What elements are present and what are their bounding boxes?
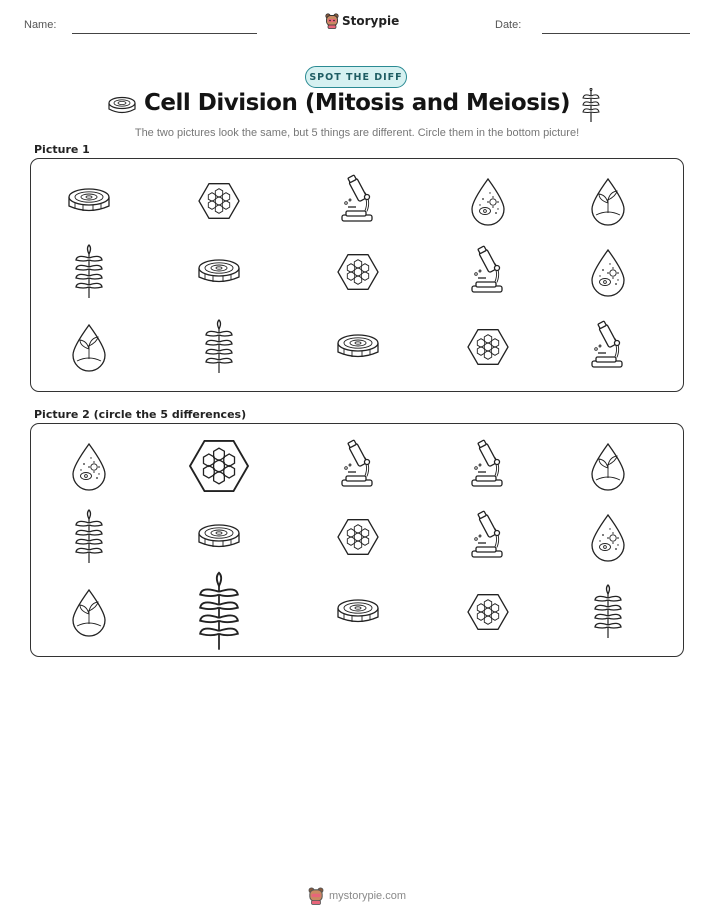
picture-1-fern-icon: [76, 245, 102, 298]
picture-1-wood-slice-icon: [69, 189, 109, 211]
picture-2-label: Picture 2 (circle the 5 differences): [34, 408, 247, 421]
activity-badge: SPOT THE DIFF: [305, 66, 407, 88]
brand-logo: [325, 13, 399, 29]
picture-2-panel[interactable]: [30, 423, 684, 657]
picture-1-wood-slice-icon: [199, 260, 239, 282]
picture-1-wood-slice-icon: [338, 335, 378, 357]
picture-2-fern-icon[interactable]: [76, 510, 102, 563]
picture-2-sprout-drop-icon[interactable]: [592, 444, 624, 490]
picture-1-sprout-drop-icon: [592, 179, 624, 225]
picture-2-microscope-icon[interactable]: [342, 440, 372, 486]
picture-2-honeycomb-icon[interactable]: [338, 520, 378, 555]
picture-1-microscope-icon: [342, 175, 372, 221]
picture-1-label: Picture 1: [34, 143, 90, 156]
picture-1-panel: [30, 158, 684, 392]
bear-mascot-icon: [308, 887, 324, 905]
page-title: Cell Division (Mitosis and Meiosis): [143, 90, 571, 116]
picture-1-honeycomb-icon: [338, 255, 378, 290]
picture-2-fern-icon[interactable]: [595, 585, 621, 638]
name-label: Name:: [24, 19, 57, 31]
picture-2-sprout-drop-icon[interactable]: [73, 590, 105, 636]
picture-2-fern-icon[interactable]: [200, 573, 238, 650]
picture-2-honeycomb-icon[interactable]: [468, 595, 508, 630]
instructions: The two pictures look the same, but 5 things are different. Circle them in the bottom picture!: [134, 127, 580, 139]
fern-icon: [580, 88, 602, 124]
picture-1-microscope-icon: [472, 246, 502, 292]
picture-1-sprout-drop-icon: [73, 325, 105, 371]
name-field[interactable]: [72, 33, 257, 34]
picture-1-cell-drop-icon: [592, 250, 624, 296]
picture-1-honeycomb-icon: [468, 330, 508, 365]
picture-1-microscope-icon: [592, 321, 622, 367]
picture-2-wood-slice-icon[interactable]: [199, 525, 239, 547]
picture-1-illustrations: [31, 159, 685, 393]
picture-2-cell-drop-icon[interactable]: [592, 515, 624, 561]
picture-2-microscope-icon[interactable]: [472, 440, 502, 486]
footer-url: mystorypie.com: [329, 890, 407, 902]
picture-1-honeycomb-icon: [199, 184, 239, 219]
date-label: Date:: [495, 19, 522, 31]
bear-mascot-icon: [325, 13, 339, 29]
picture-2-illustrations[interactable]: [31, 424, 685, 658]
picture-2-cell-drop-icon[interactable]: [73, 444, 105, 490]
date-field[interactable]: [542, 33, 690, 34]
picture-1-fern-icon: [206, 320, 232, 373]
footer: [308, 887, 406, 905]
picture-2-honeycomb-icon[interactable]: [190, 441, 248, 491]
picture-2-wood-slice-icon[interactable]: [338, 600, 378, 622]
picture-2-microscope-icon[interactable]: [472, 511, 502, 557]
brand-name: Storypie: [342, 14, 400, 28]
picture-1-cell-drop-icon: [472, 179, 504, 225]
